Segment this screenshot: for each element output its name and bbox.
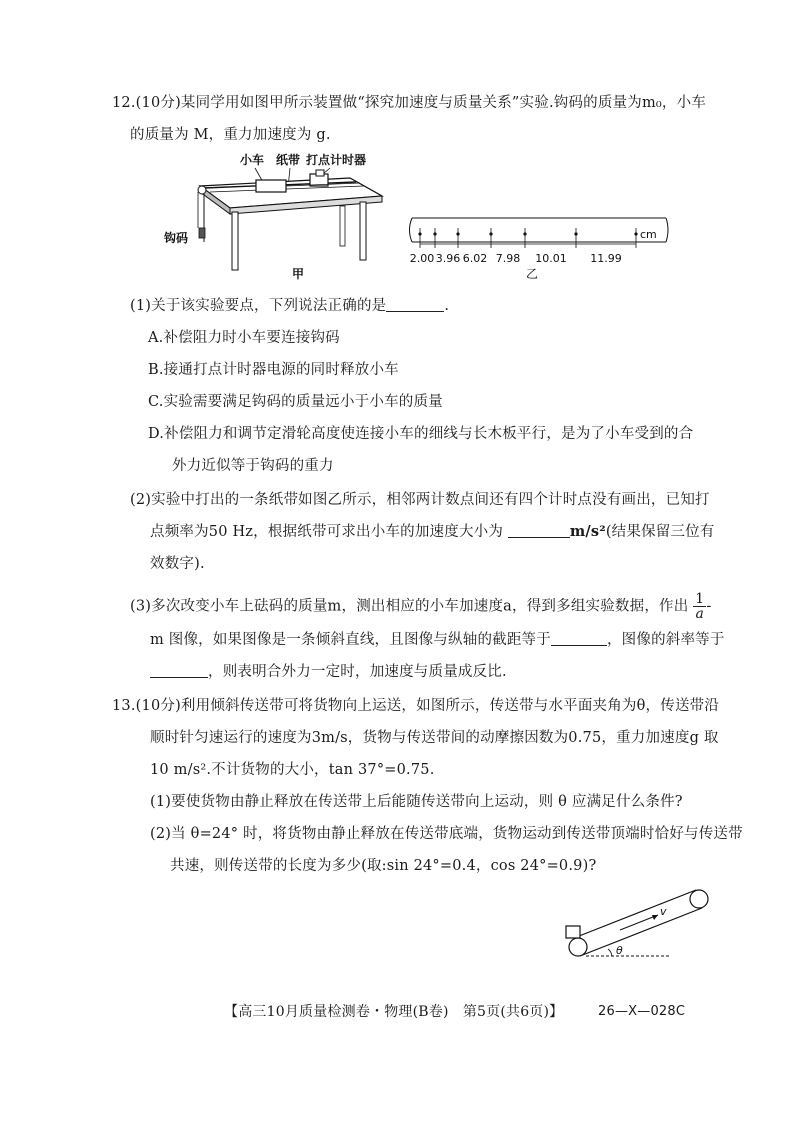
q12-part2-unit: m/s² [569,523,606,540]
footer-code: 26—X—028C [598,1004,686,1019]
q13-stem-line2: 顺时针匀速运行的速度为3m/s，货物与传送带间的动摩擦因数为0.75，重力加速度g 取 [150,730,719,746]
q12-part3-text2a: m 图像，如果图像是一条倾斜直线，且图像与纵轴的截距等于 [150,632,551,648]
caption-yi: 乙 [525,267,539,280]
label-hook-weight: 钩码 [164,231,189,245]
figure-conveyor-belt [560,880,720,970]
q12-part1 [130,296,449,316]
q12-part3-dash: - [706,598,712,615]
q12-part3-slope-blank[interactable] [150,663,208,678]
label-theta: θ [616,944,623,957]
q12-part3-line3 [150,662,507,682]
q12-part2-line2 [150,522,715,542]
label-tape: 纸带 [276,153,301,167]
q12-stem-line2: 的质量为 M，重力加速度为 g. [130,127,331,143]
q13-stem-line3: 10 m/s².不计货物的大小，tan 37°=0.75. [150,762,435,778]
q12-part3-text: (3)多次改变小车上砝码的质量m，测出相应的小车加速度a，得到多组实验数据，作出 [130,598,689,615]
q13-part1: (1)要使货物由静止释放在传送带上后能随传送带向上运动，则 θ 应满足什么条件? [150,794,683,810]
label-timer: 打点计时器 [306,153,367,167]
tape-seg-1: 2.00 [409,252,435,265]
fraction-numerator: 1 [695,591,705,607]
q12-part3-text3: ，则表明合外力一定时，加速度与质量成反比. [208,664,507,680]
q12-part2-text: 点频率为50 Hz，根据纸带可求出小车的加速度大小为 [150,524,504,540]
figure-jia-apparatus [160,150,395,282]
q12-part1-end: . [444,298,450,314]
q12-part3-intercept-blank[interactable] [551,631,607,646]
q13-stem-line1: 13.(10分)利用倾斜传送带可将货物向上运送，如图所示，传送带与水平面夹角为θ，传送带沿 [112,698,720,714]
q12-part1-answer-blank[interactable] [386,297,444,312]
tape-seg-5: 10.01 [535,252,567,265]
q12-stem-line1: 12.(10分)某同学用如图甲所示装置做“探究加速度与质量关系”实验.钩码的质量为m₀，小车 [112,95,707,111]
figure-yi-paper-tape [404,214,672,280]
label-v: v [660,905,667,918]
tape-seg-3: 6.02 [462,252,488,265]
label-car: 小车 [240,153,265,167]
q12-option-d-line2: 外力近似等于钩码的重力 [172,458,334,474]
q12-part3-text2b: ，图像的斜率等于 [606,632,725,648]
caption-jia: 甲 [292,267,305,281]
q12-option-d-line1: D.补偿阻力和调节定滑轮高度使连接小车的细线与长木板平行，是为了小车受到的合 [148,426,694,442]
q12-option-b: B.接通打点计时器电源的同时释放小车 [148,362,399,378]
q12-part2-note: (结果保留三位有 [605,524,715,540]
tape-seg-6: 11.99 [590,252,622,265]
q12-part2-answer-blank[interactable] [508,523,570,538]
q12-part3-fraction [693,592,706,621]
tape-seg-4: 7.98 [495,252,521,265]
q12-option-a: A.补偿阻力时小车要连接钩码 [148,330,340,346]
q13-part2-line1: (2)当 θ=24° 时，将货物由静止释放在传送带底端，货物运动到传送带顶端时恰好与传送带 [150,826,743,842]
fraction-denominator: a [695,606,705,622]
q12-part3-line2 [150,630,725,650]
tape-unit: cm [640,228,657,241]
q12-option-c: C.实验需要满足钩码的质量远小于小车的质量 [148,394,443,410]
tape-seg-2: 3.96 [435,252,461,265]
footer-title: 【高三10月质量检测卷・物理(B卷) 第5页(共6页)】 [224,1004,564,1020]
q12-part2-line1: (2)实验中打出的一条纸带如图乙所示，相邻两计数点间还有四个计时点没有画出，已知打 [130,492,710,508]
q12-part3-line1 [130,592,711,621]
q13-part2-line2: 共速，则传送带的长度为多少(取:sin 24°=0.4，cos 24°=0.9)? [170,858,597,874]
q12-part2-line3: 效数字). [150,556,205,572]
q12-part1-text: (1)关于该实验要点，下列说法正确的是 [130,298,387,314]
